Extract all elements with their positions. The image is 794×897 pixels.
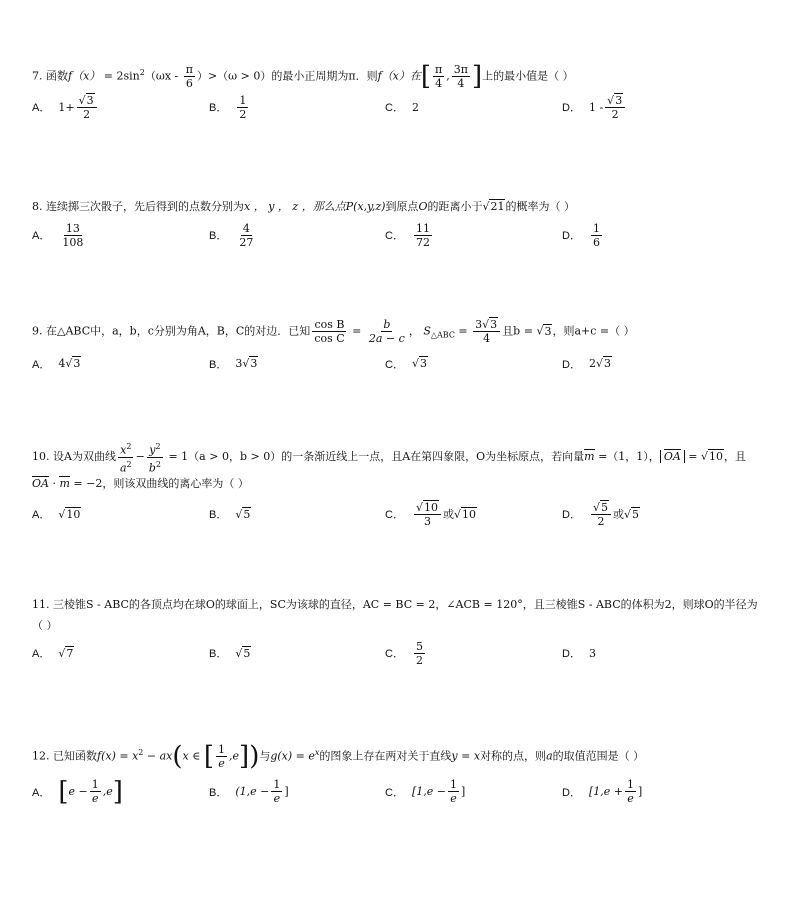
option-a[interactable]: A． √ 7 [32, 646, 74, 660]
question-10-stem-line2: OA · m = −2，则该双曲线的离心率为（ ） [32, 477, 249, 491]
question-8-stem: 8. 连续掷三次骰子，先后得到的点数分别为x ， y ， z ，那么点P(x,y,z)到原点O的距离小于√21的概率为（ ） [32, 200, 575, 213]
option-c[interactable]: C． $\frac{√10}{3}$ 或 √ 10 [385, 500, 476, 528]
question-12-stem: 12. 已知函数$f(x) = x^2 - ax(x$ ∈ [ $\frac{1}{e}$ ,e])与$g(x) = e^x$的图象上存在两对关于直线y = x对称的点，则a的取值范围是（ ） [32, 741, 645, 772]
question-8-options [32, 218, 772, 252]
option-b[interactable]: B． √ 5 [209, 507, 251, 522]
question-7-options [32, 90, 772, 124]
option-d[interactable]: D． [1,e + $\frac{1}{e}$ ] [562, 778, 643, 806]
question-11-stem-line2: （ ） [32, 619, 58, 632]
option-a[interactable]: A． [ e − $\frac{1}{e}$ ,e ] [32, 776, 123, 807]
option-d[interactable]: D． $\frac{√5}{2}$ 或 √ 5 [562, 500, 639, 528]
option-a[interactable]: A． 4 √ 3 [32, 357, 81, 371]
option-b[interactable]: B． √ 5 [209, 646, 251, 660]
option-d[interactable]: D． 2 √ 3 [562, 357, 611, 371]
option-a[interactable]: A． √ 10 [32, 507, 81, 522]
question-7 [32, 62, 772, 124]
option-b[interactable]: B． (1,e − $\frac{1}{e}$ ] [209, 778, 289, 806]
fraction: $\frac{\pi}{6}$ [185, 63, 193, 91]
option-d[interactable]: D． $\frac{1}{6}$ [562, 221, 600, 249]
question-10-stem: 10. 设A为双曲线 $\frac{x^2}{a^2}$ − $\frac{y^2}{b^2}$ = 1（a > 0，b > 0）的一条渐近线上一点，且A在第四象限，O为坐标原点，若向量m =（1，1）， OA = √10，且 [32, 442, 747, 475]
option-c[interactable]: C． √ 3 [385, 357, 427, 371]
option-d[interactable]: D． 1 - $\frac{√3}{2}$ [562, 90, 627, 124]
question-11 [32, 594, 772, 670]
question-10-options [32, 494, 772, 534]
option-a[interactable]: A． 1+ $\frac{√3}{2}$ [32, 90, 99, 124]
option-c[interactable]: C． 2 [385, 100, 419, 115]
option-c[interactable]: C． [1,e − $\frac{1}{e}$ ] [385, 778, 466, 806]
question-8 [32, 196, 772, 252]
question-11-options [32, 636, 772, 670]
question-12 [32, 738, 772, 812]
question-11-stem: 11. 三棱锥S - ABC的各顶点均在球O的球面上，SC为该球的直径，AC = BC = 2，∠ACB = 120°，且三棱锥S - ABC的体积为2，则球O的半径为 [32, 598, 758, 611]
option-c[interactable]: C． $\frac{11}{72}$ [385, 221, 430, 249]
option-b[interactable]: B． $\frac{1}{2}$ [209, 93, 247, 121]
option-c[interactable]: C． $\frac{5}{2}$ [385, 639, 423, 667]
option-b[interactable]: B． 3 √ 3 [209, 357, 258, 371]
question-9 [32, 318, 772, 381]
option-b[interactable]: B． $\frac{4}{27}$ [209, 221, 254, 249]
question-12-options [32, 772, 772, 812]
question-10 [32, 440, 772, 534]
option-a[interactable]: A． $\frac{13}{108}$ [32, 221, 84, 249]
question-9-options [32, 347, 772, 381]
question-7-stem: 7. 函数$f(x) = 2\sin^2(\omega x$ - $\frac{\pi}{6}$ ）>（ω > 0）的最小正周期为π．则f（x）在[ $\frac{\pi}{4}$ , $\frac{3\pi}{4}$ ]上的最小值是（ ） [32, 61, 574, 92]
option-d[interactable]: D． 3 [562, 646, 596, 660]
question-9-stem: 9. 在△ABC中，a，b，c分别为角A，B，C的对边．已知 $\frac{\text{cos B}}{\text{cos C}}$ = $\frac{b}{2a - c}$ ， $S_{\triangle ABC}$ = $\frac{3√3}{4}$ 且b = √3，则a+c =（ ） [32, 318, 635, 345]
